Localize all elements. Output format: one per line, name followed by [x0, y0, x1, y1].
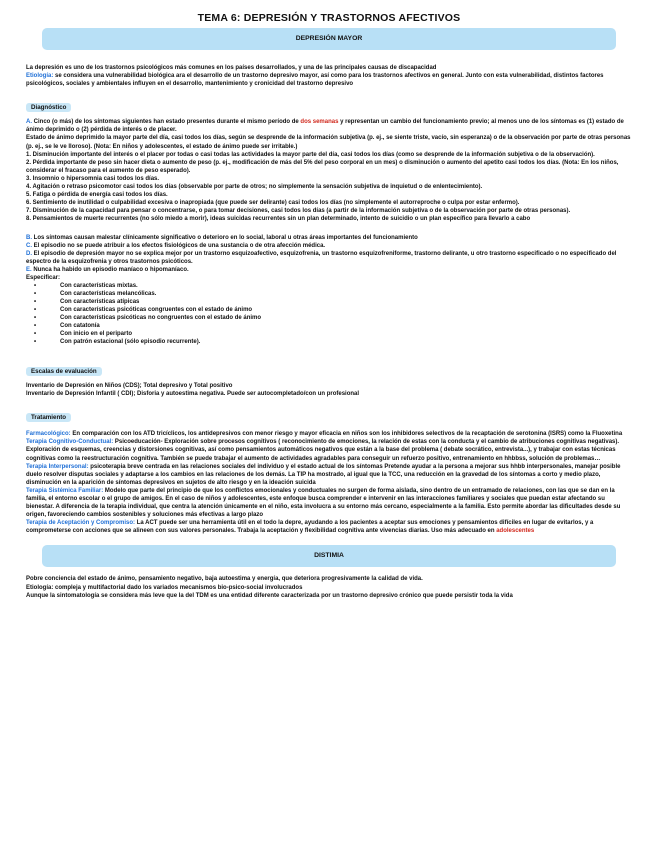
tratamiento-farmacologico: [26, 430, 632, 438]
especificar-item: • Con inicio en el periparto: [26, 330, 632, 338]
intro-line-1: La depresión es uno de los trastornos psicológicos más comunes en los países desarrollados, y una de las principales causas de discapacidad: [26, 65, 437, 71]
tip-label: Terapia Interpersonal:: [26, 463, 89, 470]
tratamiento-sistemica: [26, 487, 632, 519]
tcc-label: Terapia Cognitivo-Conductual:: [26, 439, 114, 446]
criterion-b-text: Los síntomas causan malestar clínicamente significativo o deterioro en lo social, laboral u otras áreas importantes del funcionamiento: [32, 234, 418, 241]
tratamiento-act: [26, 519, 632, 535]
criterion-a-item: 7. Disminución de la capacidad para pensar o concentrarse, o para tomar decisiones, casi todos los días (a partir de la información subjetiva o de la observación por parte de otras personas).: [26, 208, 571, 215]
especificar-item: • Con características psicóticas congruentes con el estado de ánimo: [26, 306, 632, 314]
criterion-b-letter: B.: [26, 234, 32, 241]
criterion-a-item: 3. Insomnio o hipersomnia casi todos los días.: [26, 175, 160, 182]
criterion-b: [26, 234, 632, 242]
especificar-item: • Con características melancólicas.: [26, 290, 632, 298]
farmacologico-label: Farmacológico:: [26, 431, 71, 438]
tratamiento-label: Tratamiento: [26, 413, 71, 422]
especificar-item: • Con características atípicas: [26, 298, 632, 306]
escalas-label: Escalas de evaluación: [26, 367, 102, 376]
act-label: Terapia de Aceptación y Compromiso:: [26, 520, 136, 527]
especificar-item: • Con catatonía: [26, 322, 632, 330]
criterion-c-text: El episodio no se puede atribuir a los efectos fisiológicos de una sustancia o de otra afección médica.: [32, 242, 326, 249]
criterion-a-list: [26, 134, 632, 223]
criterion-a-text-2: y representan un cambio del funcionamiento previo; al menos uno de los síntomas es (1) estado de ánimo deprimido o (2) pérdida de interés o de placer.: [26, 119, 624, 134]
section-banner-depresion-mayor: DEPRESIÓN MAYOR: [42, 28, 616, 50]
tratamiento-tip: [26, 463, 632, 487]
criterion-a-text-1: Cinco (o más) de los síntomas siguientes han estado presentes durante el mismo período de: [32, 119, 301, 126]
intro-paragraph: [26, 64, 632, 88]
criterion-a-highlight: dos semanas: [300, 119, 339, 126]
intro-line-2: se considera una vulnerabilidad biológica ara el desarrollo de un trastorno depresivo mayor, así como para los trastornos afectivos en general. Junto con esta vulnerabilidad, distintos factores psicológicos, sociales y ambientales influyen en el desarrollo, mantenimiento y cronicidad del trastorno depresivo: [26, 73, 604, 88]
sistemica-text: Modelo que parte del principio de que los conflictos emocionales y conductuales no surgen de forma aislada, sino dentro de un entramado de relaciones, con las que se dan en la familia, el entorno escolar o el grupo de amigos. En el caso de niños y adolescentes, este enfoque busca comprender e intervenir en las interacciones familiares y sociales que puedan estar afectando su bienestar. A diferencia de la terapia individual, que centra la atención únicamente en el niño, esta involucra a su entorno más cercano, especialmente a la familia. Esto permite abordar las dificultades desde su origen, favoreciendo cambios sostenibles y soluciones más efectivas a largo plazo: [26, 487, 621, 519]
criterion-d-text: El episodio de depresión mayor no se explica mejor por un trastorno esquizoafectivo, esquizofrenia, un trastorno esquizofreniforme, trastorno delirante, u otro trastorno especificado o no especificado del espectro de la esquizofrenia y otros trastornos psicóticos.: [26, 250, 617, 265]
criterion-a: [26, 118, 632, 134]
criterion-a-item: 2. Pérdida importante de peso sin hacer dieta o aumento de peso (p. ej., modificación de más del 5% del peso corporal en un mes) o disminución o aumento del apetito casi todos los días. (Nota: En los niños, considerar el fracaso para el aumento de peso esperado).: [26, 159, 619, 174]
tip-text: psicoterapia breve centrada en las relaciones sociales del individuo y el estado actual de los síntomas Pretende ayudar a la persona a mejorar sus hhbb interpersonales, manejar posible duelo resolver disputas sociales y adaptarse a los cambios en las relaciones de los demás. La TIP ha mostrado, al igual que la TCC, una reducción en la gravedad de los síntomas a corto y medio plazo, disminución en la aparición de síntomas depresivos en sujetos de alto riesgo y en la ideación suicida: [26, 463, 621, 486]
especificar-list: [26, 282, 632, 346]
criterion-e-text: Nunca ha habido un episodio maníaco o hipomaníaco.: [31, 266, 189, 273]
criterion-e-letter: E.: [26, 266, 32, 273]
criterion-d-letter: D.: [26, 250, 32, 257]
especificar-item: • Con características psicóticas no congruentes con el estado de ánimo: [26, 314, 632, 322]
criterion-e: [26, 266, 632, 274]
page-title: TEMA 6: DEPRESIÓN Y TRASTORNOS AFECTIVOS: [197, 12, 461, 24]
criterion-c-letter: C.: [26, 242, 32, 249]
etiologia-label: Etiología:: [26, 73, 54, 80]
distimia-line: Pobre conciencia del estado de ánimo, pensamiento negativo, baja autoestima y energía, que deteriora progresivamente la calidad de vida.: [26, 576, 423, 583]
criterion-a-item: Estado de ánimo deprimido la mayor parte del día, casi todos los días, según se desprende de la información subjetiva (p. ej., se siente triste, vacío, sin esperanza) o de la observación por parte de otras personas (p. ej., se le ve lloroso). (Nota: En niños y adolescentes, el estado de ánimo puede ser irritable.): [26, 135, 631, 150]
especificar-label: Especificar:: [26, 274, 61, 281]
distimia-line: Aunque la sintomatología se considera más leve que la del TDM es una entidad diferente caracterizada por un trastorno depresivo crónico que puede persistir toda la vida: [26, 592, 513, 599]
criterion-a-item: 4. Agitación o retraso psicomotor casi todos los días (observable por parte de otros; no simplemente la sensación subjetiva de inquietud o de enlentecimiento).: [26, 184, 483, 191]
escala-line: Inventario de Depresión en Niños (CDS); Total depresivo y Total positivo: [26, 383, 233, 390]
especificar-item: • Con patrón estacional (sólo episodio recurrente).: [26, 338, 632, 346]
act-text: La ACT puede ser una herramienta útil en el todo la depre, ayudando a los pacientes a aceptar sus emociones y pensamientos difíciles en lugar de evitarlos, y a comprometerse con acciones que se alineen con sus valores personales. Trabaja la aceptación y flexibilidad cognitiva ante vivencias diarias. Uso más adecuado en: [26, 520, 594, 535]
especificar-item: • Con características mixtas.: [26, 282, 632, 290]
tcc-text: Psicoeducación- Exploración sobre procesos cognitivos ( reconocimiento de emociones, la relación de estas con la conducta y el cambio de atribuciones cognitivas negativas). Exploración de esquemas, creencias y distorsiones cognitivas, así como pensamientos automáticos negativos que están a la base del problema ( debate socrático, entrevista...), y trabajar con estas técnicas cognitivas como la reestructuración cognitiva. También se puede trabajar el aumento de actividades agradables para conseguir un refuerzo positivo, entrenamiento en hhbbss, solución de problemas…: [26, 439, 620, 462]
tratamiento-tcc: [26, 438, 632, 462]
act-highlight: adolescentes: [496, 528, 535, 535]
criterion-a-letter: A.: [26, 119, 32, 126]
diagnostico-label: Diagnóstico: [26, 103, 71, 112]
farmacologico-text: En comparación con los ATD tricíclicos, los antidepresivos con menor riesgo y mayor eficacia en niños son los inhibidores selectivos de la recaptación de serotonina (ISRS) como la Fluoxetina: [70, 431, 623, 438]
criterion-a-item: 8. Pensamientos de muerte recurrentes (no sólo miedo a morir), ideas suicidas recurrentes sin un plan determinado, intento de suicidio o un plan específico para llevarlo a cabo: [26, 216, 531, 223]
section-banner-distimia: DISTIMIA: [42, 545, 616, 567]
escala-line: Inventario de Depresión Infantil ( CDI); Disforia y autoestima negativa. Puede ser autocompletado/con un profesional: [26, 391, 360, 398]
distimia-line: Etiología: compleja y multifactorial dado los variados mecanismos bio-psico-social involucrados: [26, 584, 303, 591]
criterion-c: [26, 242, 632, 250]
criterion-a-item: 5. Fatiga o pérdida de energía casi todos los días.: [26, 192, 168, 199]
criterion-a-item: 1. Disminución importante del interés o el placer por todas o casi todas las actividades la mayor parte del día, casi todos los días (como se desprende de la información subjetiva o de la observación).: [26, 151, 595, 158]
sistemica-label: Terapia Sistémica Familiar:: [26, 487, 104, 494]
criterion-d: [26, 250, 632, 266]
criterion-a-item: 6. Sentimiento de inutilidad o culpabilidad excesiva o inapropiada (que puede ser delirante) casi todos los días (no simplemente el autorreproche o culpa por estar enfermo).: [26, 200, 520, 207]
